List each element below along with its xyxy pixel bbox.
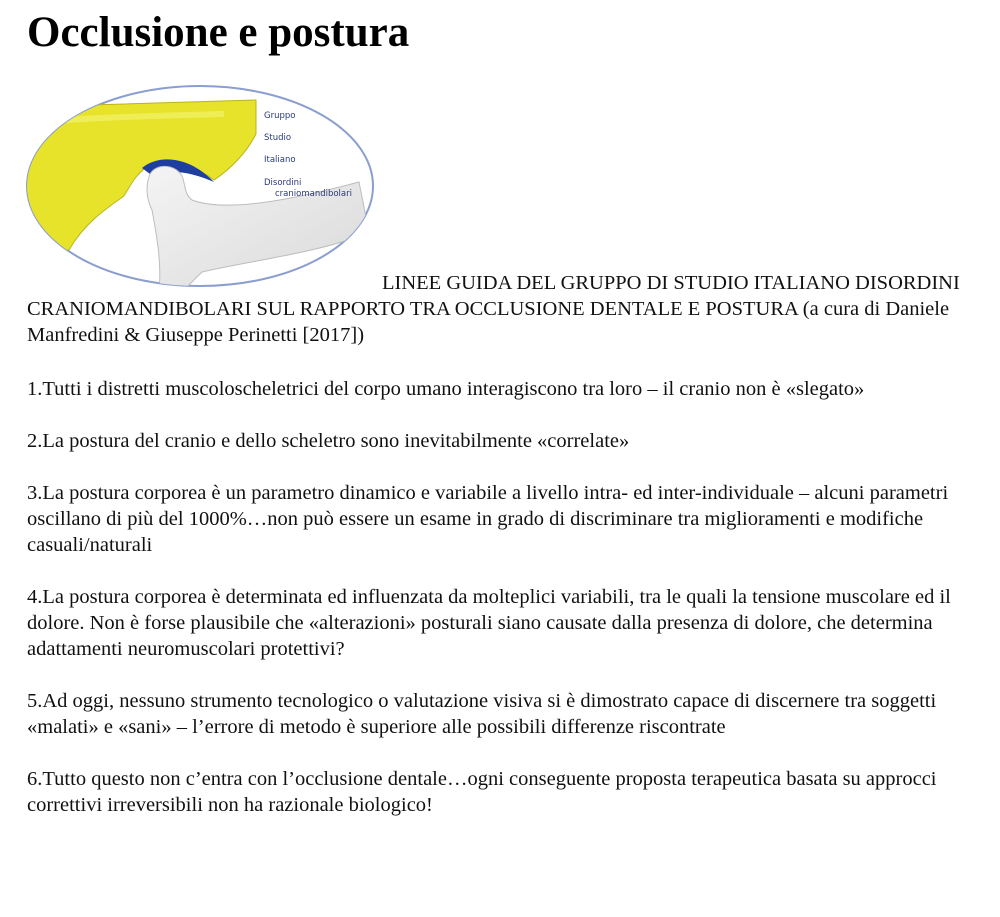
page-title: Occlusione e postura: [27, 9, 410, 56]
logo-line-5: craniomandibolari: [275, 189, 352, 199]
guidelines-list: [27, 376, 972, 818]
guideline-item: 4.La postura corporea è determinata ed influenzata da molteplici variabili, tra le quali la tensione muscolare ed il dolore. Non è forse plausibile che «alterazioni» posturali siano causate dalla presenza di dolore, che determina adattamenti neuromuscolari protettivi?: [27, 586, 951, 660]
intro-text: LINEE GUIDA DEL GRUPPO DI STUDIO ITALIANO DISORDINI CRANIOMANDIBOLARI SUL RAPPORTO TRA OCCLUSIONE DENTALE E POSTURA (a cura di Daniele Manfredini & Giuseppe Perinetti [2017]): [27, 272, 960, 346]
logo-line-4: Disordini: [264, 178, 302, 188]
guideline-item: 5.Ad oggi, nessuno strumento tecnologico o valutazione visiva si è dimostrato capace di discernere tra soggetti «malati» e «sani» – l’errore di metodo è superiore alle possibili differenze riscontrate: [27, 690, 937, 738]
logo-line-1: Gruppo: [264, 111, 296, 121]
logo-line-3: Italiano: [264, 155, 296, 165]
guideline-item: 3.La postura corporea è un parametro dinamico e variabile a livello intra- ed inter-individuale – alcuni parametri oscillano di più del 1000%…non può essere un esame in grado di discriminare tra miglioramenti e modifiche casuali/naturali: [27, 482, 949, 556]
gsid-logo: [24, 82, 380, 290]
guideline-item: 1.Tutti i distretti muscoloscheletrici del corpo umano interagiscono tra loro – il cranio non è «slegato»: [27, 378, 865, 400]
logo-line-2: Studio: [264, 133, 292, 143]
guideline-item: 2.La postura del cranio e dello scheletro sono inevitabilmente «correlate»: [27, 430, 630, 452]
guideline-item: 6.Tutto questo non c’entra con l’occlusione dentale…ogni conseguente proposta terapeutica basata su approcci correttivi irreversibili non ha razionale biologico!: [27, 768, 937, 816]
intro-paragraph: [27, 270, 962, 348]
